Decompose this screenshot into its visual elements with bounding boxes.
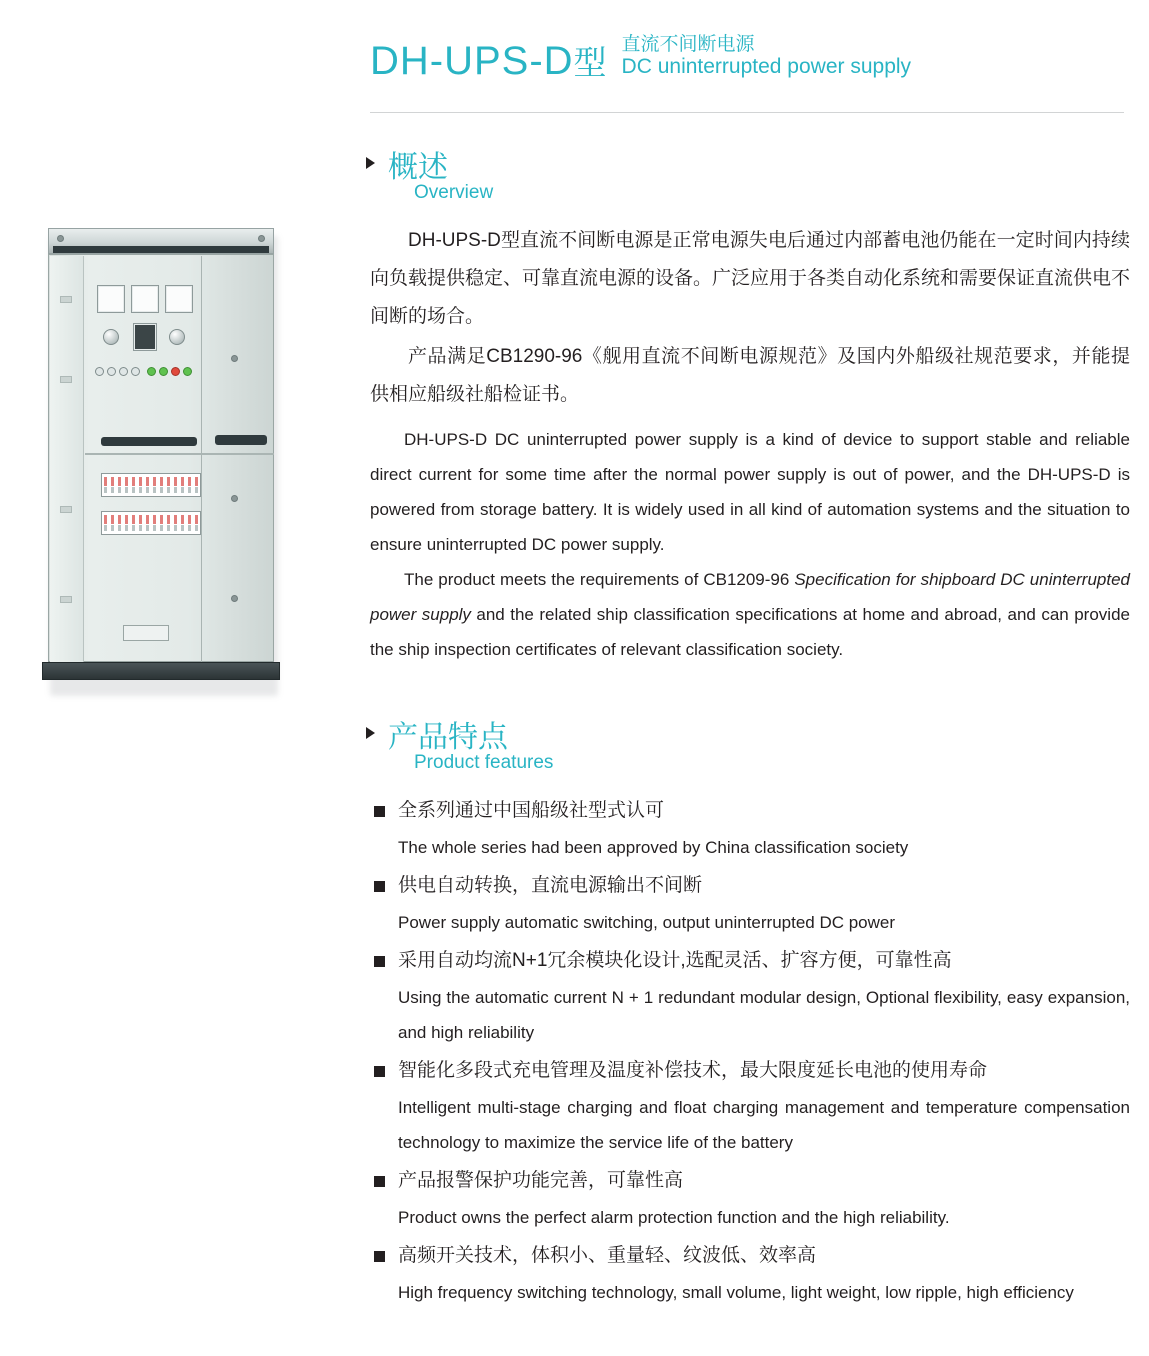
- cabinet-door-handle: [215, 435, 267, 445]
- cabinet-door-divider: [201, 256, 202, 662]
- feature-cn-line: [370, 792, 1130, 830]
- vent-icon: [60, 296, 72, 303]
- feature-cn-line: [370, 867, 1130, 905]
- cabinet-screw-icon: [258, 235, 265, 242]
- section-title-cn: 产品特点: [388, 721, 508, 754]
- feature-cn-line: [370, 942, 1130, 980]
- feature-cn-text: 采用自动均流N+1冗余模块化设计,选配灵活、扩容方便，可靠性高: [398, 950, 952, 971]
- panel-knob: [169, 329, 185, 345]
- product-cabinet-illustration: [42, 228, 282, 698]
- title-divider: [370, 112, 1124, 113]
- cabinet-base: [42, 662, 280, 680]
- feature-cn-text: 产品报警保护功能完善，可靠性高: [398, 1170, 684, 1191]
- indicator-lamp-green: [147, 367, 156, 376]
- feature-en-text: The whole series had been approved by China classification society: [398, 838, 909, 857]
- panel-meter: [97, 285, 125, 313]
- panel-meter: [131, 285, 159, 313]
- indicator-lamp: [107, 367, 116, 376]
- feature-cn-text: 高频开关技术，体积小、重量轻、纹波低、效率高: [398, 1245, 817, 1266]
- section-title-en: Overview: [414, 182, 494, 203]
- overview-body: [370, 222, 1130, 667]
- feature-cn-line: [370, 1162, 1130, 1200]
- indicator-lamp: [95, 367, 104, 376]
- feature-item: [370, 1162, 1130, 1235]
- indicator-lamp-green: [159, 367, 168, 376]
- feature-en-text: High frequency switching technology, small volume, light weight, low ripple, high efficiency: [398, 1283, 1074, 1302]
- cabinet-top-cap: [48, 228, 274, 254]
- vent-icon: [60, 506, 72, 513]
- panel-knob: [103, 329, 119, 345]
- indicator-lamp-red: [171, 367, 180, 376]
- product-model-title: [370, 38, 608, 83]
- square-bullet-icon: [374, 1066, 385, 1077]
- feature-cn-text: 供电自动转换，直流电源输出不间断: [398, 875, 703, 896]
- feature-item: [370, 867, 1130, 940]
- indicator-lamp: [119, 367, 128, 376]
- feature-cn-line: [370, 1237, 1130, 1275]
- square-bullet-icon: [374, 1251, 385, 1262]
- indicator-lamp-green: [183, 367, 192, 376]
- product-subtitle-en: DC uninterrupted power supply: [621, 55, 912, 79]
- feature-en-text: Power supply automatic switching, output uninterrupted DC power: [398, 913, 896, 932]
- product-subtitle: [622, 34, 912, 81]
- cabinet-mid-divider: [85, 453, 274, 455]
- overview-paragraph-en-2-tail: and the related ship classification specifications at home and abroad, and can provide the ship inspection certificates of relevant classification society.: [370, 605, 1130, 659]
- feature-en-text: Product owns the perfect alarm protection function and the high reliability.: [398, 1208, 950, 1227]
- product-model-suffix: 型: [573, 43, 608, 81]
- indicator-lamp: [131, 367, 140, 376]
- cabinet-screw-icon: [57, 235, 64, 242]
- section-title-cn: 概述: [388, 151, 448, 184]
- features-list: [370, 792, 1130, 1312]
- overview-paragraph-en-2-lead: The product meets the requirements of CB1209-96: [404, 570, 795, 589]
- feature-cn-text: 全系列通过中国船级社型式认可: [398, 800, 665, 821]
- feature-en-text: Using the automatic current N + 1 redundant modular design, Optional flexibility, easy expansion, and high reliability: [398, 988, 1130, 1042]
- cabinet-door-handle: [101, 437, 197, 446]
- breaker-strip: [104, 525, 198, 531]
- breaker-strip: [104, 477, 198, 486]
- cabinet-screw-icon: [231, 355, 238, 362]
- square-bullet-icon: [374, 956, 385, 967]
- triangle-arrow-icon: [366, 727, 375, 739]
- product-subtitle-cn: 直流不间断电源: [621, 34, 755, 55]
- overview-standard-title: Specification for shipboard DC uninterrupted power supply: [370, 570, 1130, 624]
- breaker-strip: [104, 487, 198, 493]
- feature-cn-line: [370, 1052, 1130, 1090]
- triangle-arrow-icon: [366, 157, 375, 169]
- square-bullet-icon: [374, 1176, 385, 1187]
- feature-item: [370, 1237, 1130, 1310]
- nameplate: [123, 625, 169, 641]
- section-title-en: Product features: [414, 752, 554, 773]
- feature-cn-text: 智能化多段式充电管理及温度补偿技术，最大限度延长电池的使用寿命: [398, 1060, 988, 1081]
- square-bullet-icon: [374, 881, 385, 892]
- vent-icon: [60, 376, 72, 383]
- breaker-row: [101, 473, 201, 497]
- feature-item: [370, 1052, 1130, 1160]
- cabinet-body: [48, 254, 274, 662]
- page-title: [370, 34, 1130, 104]
- document-content: [330, 0, 1149, 1356]
- breaker-row: [101, 511, 201, 535]
- panel-meter: [165, 285, 193, 313]
- cabinet-screw-icon: [231, 495, 238, 502]
- feature-item: [370, 792, 1130, 865]
- breaker-strip: [104, 515, 198, 524]
- vent-icon: [60, 596, 72, 603]
- product-image-column: [0, 0, 330, 1356]
- overview-paragraph-en-2: [370, 562, 1130, 667]
- cabinet-screw-icon: [231, 595, 238, 602]
- panel-display: [133, 323, 157, 351]
- square-bullet-icon: [374, 806, 385, 817]
- overview-paragraph-cn: DH-UPS-D型直流不间断电源是正常电源失电后通过内部蓄电池仍能在一定时间内持续向负载提供稳定、可靠直流电源的设备。广泛应用于各类自动化系统和需要保证直流供电不间断的场合。: [370, 230, 1131, 327]
- feature-item: [370, 942, 1130, 1050]
- cabinet-side-panel: [50, 256, 84, 662]
- product-model: DH-UPS-D: [370, 38, 574, 83]
- feature-en-text: Intelligent multi-stage charging and float charging management and temperature compensation technology to maximize the service life of the battery: [398, 1098, 1130, 1152]
- overview-paragraph-cn: 产品满足CB1290-96《舰用直流不间断电源规范》及国内外船级社规范要求，并能提供相应船级社船检证书。: [370, 346, 1130, 405]
- overview-paragraph-en: DH-UPS-D DC uninterrupted power supply is a kind of device to support stable and reliable direct current for some time after the normal power supply is out of power, and the DH-UPS-D is powered from storage battery. It is widely used in all kind of automation systems and the situation to ensure uninterrupted DC power supply.: [370, 430, 1130, 554]
